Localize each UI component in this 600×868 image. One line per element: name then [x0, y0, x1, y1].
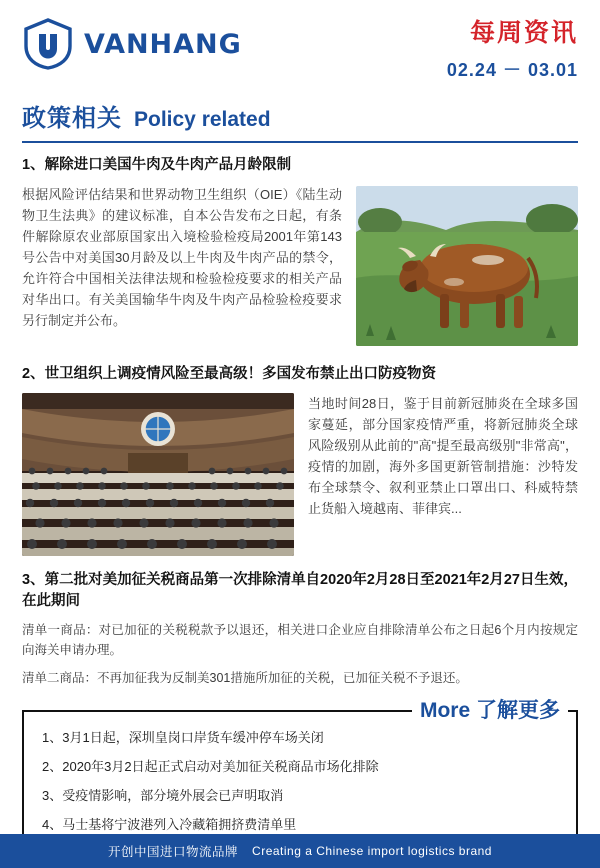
footer-slogan-en: Creating a Chinese import logistics brand [252, 844, 492, 858]
page-header [0, 0, 600, 88]
more-label-en: More [419, 698, 471, 722]
article-3-line-2: 清单二商品：不再加征我为反制美301措施所加征的关税，已加征关税不予退还。 [22, 670, 468, 685]
list-item: 3、受疫情影响，部分境外展会已声明取消 [42, 787, 284, 803]
article-2-title: 2、世卫组织上调疫情风险至最高级！多国发布禁止出口防疫物资 [22, 365, 437, 382]
article-2-image [22, 393, 294, 556]
list-item: 1、3月1日起，深圳皇岗口岸货车缓冲停车场关闭 [42, 729, 324, 745]
brand-name: VANHANG [84, 28, 242, 60]
page-footer [0, 834, 600, 868]
section-heading [0, 88, 600, 133]
more-label [412, 694, 568, 724]
vanhang-shield-logo-icon [22, 18, 74, 70]
weekly-title: 每周资讯 [469, 19, 578, 47]
section-title-en: Policy related [134, 107, 271, 131]
footer-slogan-cn: 开创中国进口物流品牌 [108, 845, 239, 859]
more-list [22, 710, 578, 852]
brand [22, 18, 242, 70]
article-3-title: 3、第二批对美加征关税商品第一次排除清单自2020年2月28日至2021年2月27日生效，在此期间 [22, 571, 578, 609]
article-1-image [356, 186, 578, 346]
article-1-content [22, 184, 578, 350]
article-1 [0, 155, 600, 350]
more-section [22, 698, 578, 852]
article-2-body: 当地时间28日，鉴于目前新冠肺炎在全球多国家蔓延，部分国家疫情严重，将新冠肺炎全球风险级别从此前的"高"提至最高级别"非常高"，疫情的加剧，海外多国更新管制措施：沙特发布全球禁令、叙利亚禁止口罩出口、科威特禁止货船入境越南、菲律宾... [308, 395, 578, 516]
article-2 [0, 364, 600, 556]
article-3 [0, 570, 600, 688]
article-3-line-1: 清单一商品：对已加征的关税税款予以退还，相关进口企业应自排除清单公布之日起6个月内按规定向海关申请办理。 [22, 622, 578, 657]
list-item: 4、马士基将宁波港列入冷藏箱拥挤费清单里 [42, 816, 297, 832]
list-item: 2、2020年3月2日起正式启动对美加征关税商品市场化排除 [42, 758, 379, 774]
section-title-cn: 政策相关 [22, 104, 122, 132]
article-1-title: 1、解除进口美国牛肉及牛肉产品月龄限制 [22, 156, 292, 173]
more-label-cn: 了解更多 [476, 698, 560, 722]
section-divider [22, 141, 578, 143]
article-2-content [22, 393, 578, 556]
header-right [447, 18, 578, 82]
article-1-body: 根据风险评估结果和世界动物卫生组织（OIE）《陆生动物卫生法典》的建议标准，自本公告发布之日起，有条件解除原农业部原国家出入境检验检疫局2001年第143号公告中对美国30月龄及以上牛肉及牛肉产品的禁令，允许符合中国相关法律法规和检验检疫要求的相关产品对华出口。有关美国输华牛肉及牛肉产品检验检疫要求另行制定并公布。 [22, 186, 342, 328]
weekly-date-range: 02.24 － 03.01 [446, 59, 578, 80]
